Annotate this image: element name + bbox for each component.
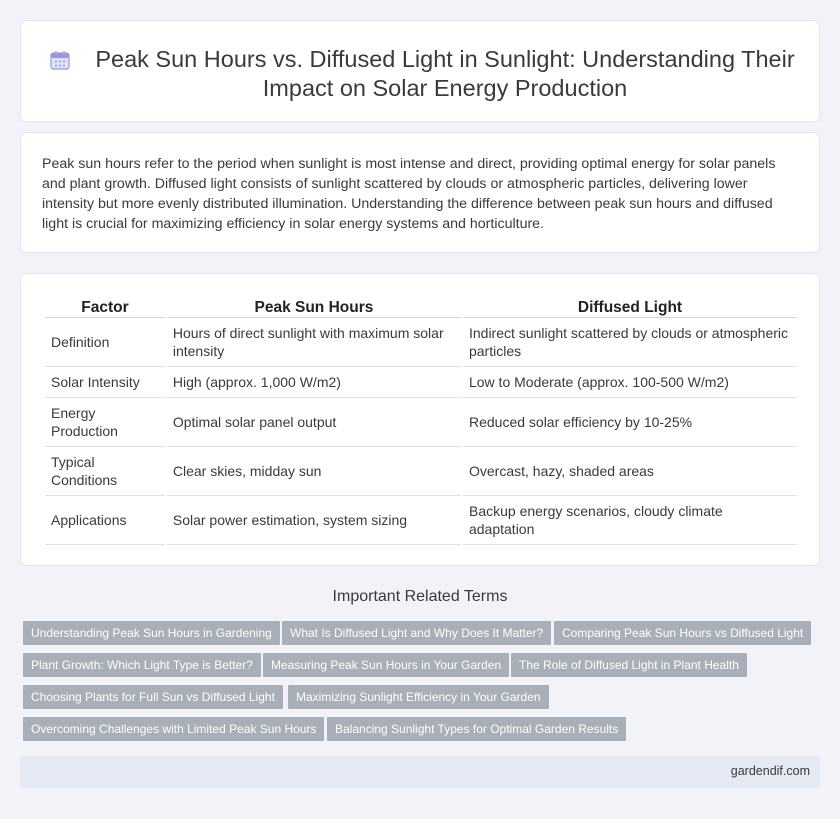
related-term-link[interactable]: Balancing Sunlight Types for Optimal Garden Results: [327, 717, 626, 741]
footer: [20, 756, 820, 788]
row-factor: Definition: [45, 318, 165, 367]
title-card: [20, 20, 820, 122]
intro-paragraph: Peak sun hours refer to the period when sunlight is most intense and direct, providing optimal energy for solar panels and plant growth. Diffused light consists of sunlight scattered by clouds or atmospheric particles, delivering lower intensity but more evenly distributed illumination. Understanding the difference between peak sun hours and diffused light is crucial for maximizing efficiency in solar energy systems and horticulture.: [42, 156, 776, 232]
table-header-row: [45, 296, 797, 318]
row-diffused-value: Overcast, hazy, shaded areas: [463, 447, 797, 496]
related-term-link[interactable]: Maximizing Sunlight Efficiency in Your Garden: [288, 685, 549, 709]
row-diffused-value: Backup energy scenarios, cloudy climate adaptation: [463, 496, 797, 545]
table-row: [45, 367, 797, 398]
related-terms-heading: Important Related Terms: [332, 588, 508, 605]
related-term-link[interactable]: Choosing Plants for Full Sun vs Diffused Light: [23, 685, 283, 709]
row-diffused-value: Low to Moderate (approx. 100-500 W/m2): [463, 367, 797, 398]
table-row: [45, 318, 797, 367]
related-term-link[interactable]: Overcoming Challenges with Limited Peak Sun Hours: [23, 717, 324, 741]
page-title: Peak Sun Hours vs. Diffused Light in Sunlight: Understanding Their Impact on Solar Energy Production: [95, 46, 795, 101]
related-term-link[interactable]: What Is Diffused Light and Why Does It Matter?: [282, 621, 551, 645]
table-row: [45, 398, 797, 447]
row-factor: Energy Production: [45, 398, 165, 447]
row-peak-value: Optimal solar panel output: [167, 398, 461, 447]
row-factor: Typical Conditions: [45, 447, 165, 496]
row-peak-value: Hours of direct sunlight with maximum solar intensity: [167, 318, 461, 367]
footer-site-name[interactable]: gardendif.com: [730, 764, 810, 778]
related-term-link[interactable]: Understanding Peak Sun Hours in Gardening: [23, 621, 280, 645]
table-row: [45, 447, 797, 496]
comparison-table: [43, 296, 799, 545]
header-diffused-light: Diffused Light: [463, 296, 797, 318]
header-factor: Factor: [45, 296, 165, 318]
row-diffused-value: Indirect sunlight scattered by clouds or atmospheric particles: [463, 318, 797, 367]
header-peak-sun-hours: Peak Sun Hours: [167, 296, 461, 318]
row-peak-value: High (approx. 1,000 W/m2): [167, 367, 461, 398]
row-factor: Applications: [45, 496, 165, 545]
table-row: [45, 496, 797, 545]
intro-card: [20, 132, 820, 253]
related-term-link[interactable]: Measuring Peak Sun Hours in Your Garden: [263, 653, 509, 677]
row-diffused-value: Reduced solar efficiency by 10-25%: [463, 398, 797, 447]
related-term-link[interactable]: Comparing Peak Sun Hours vs Diffused Light: [554, 621, 811, 645]
related-term-link[interactable]: Plant Growth: Which Light Type is Better?: [23, 653, 261, 677]
row-factor: Solar Intensity: [45, 367, 165, 398]
comparison-card: [20, 273, 820, 566]
row-peak-value: Solar power estimation, system sizing: [167, 496, 461, 545]
related-term-link[interactable]: The Role of Diffused Light in Plant Health: [511, 653, 747, 677]
row-peak-value: Clear skies, midday sun: [167, 447, 461, 496]
